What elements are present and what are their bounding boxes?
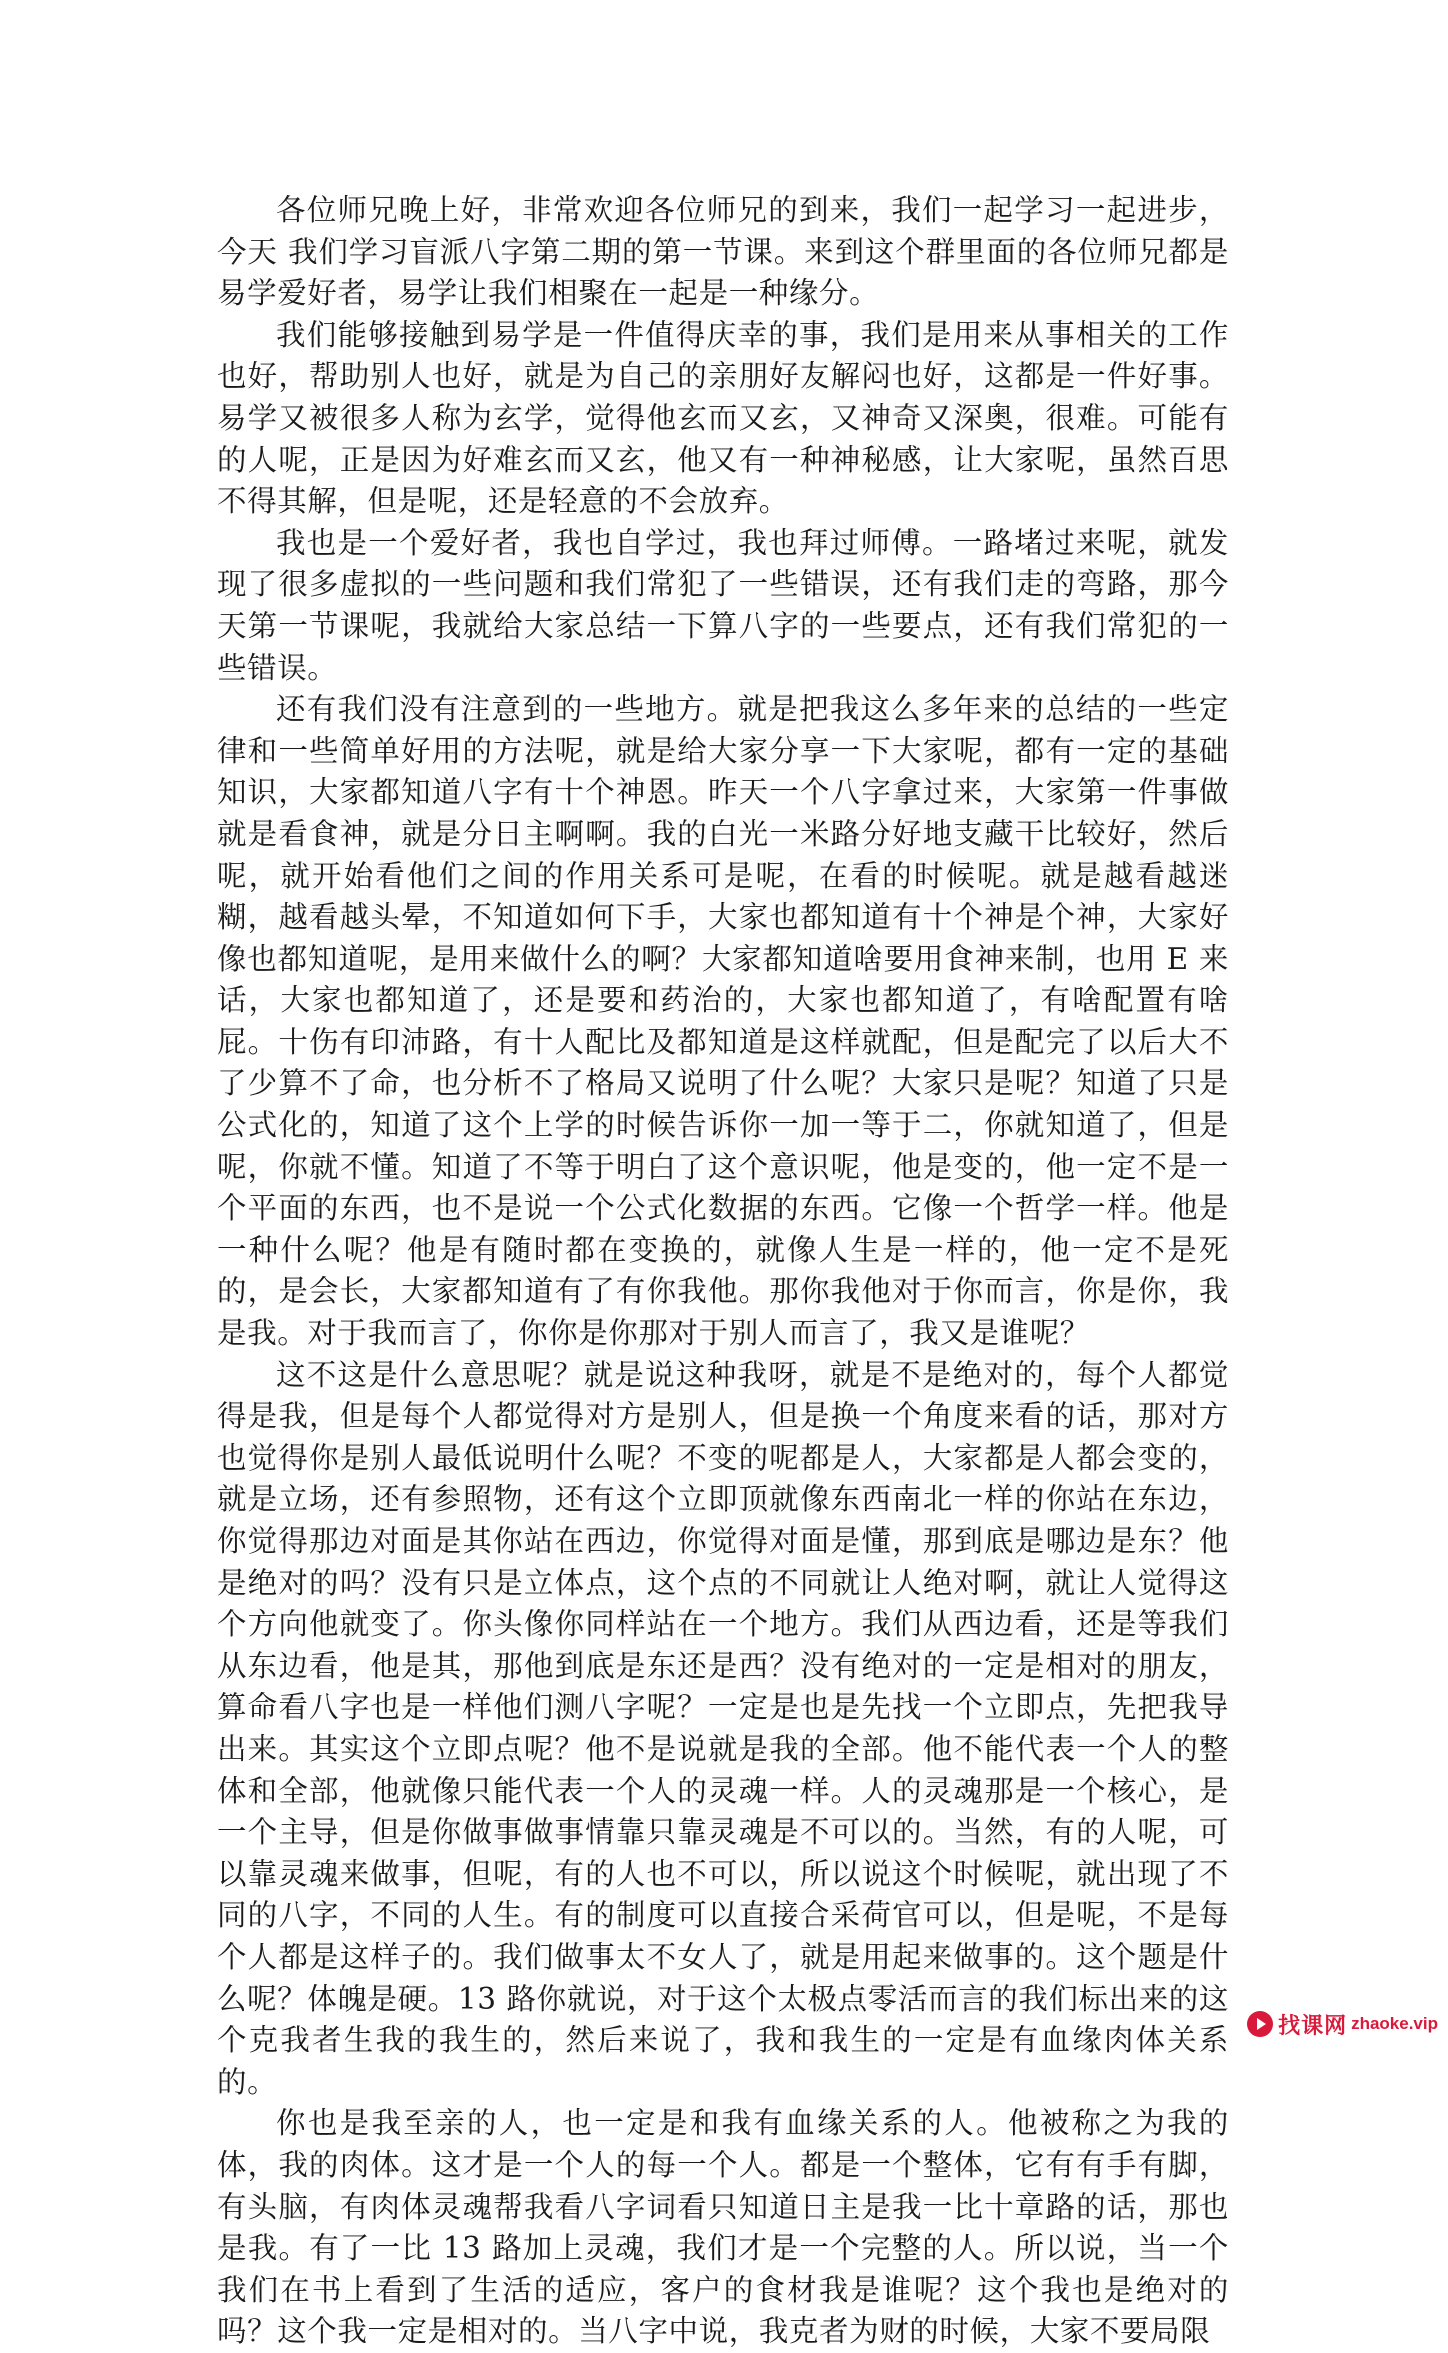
- play-button-icon: [1246, 2010, 1274, 2038]
- paragraph: 各位师兄晚上好，非常欢迎各位师兄的到来，我们一起学习一起进步，今天 我们学习盲派八字第二期的第一节课。来到这个群里面的各位师兄都是易学爱好者，易学让我们相聚在一起是一种缘分。: [217, 193, 1229, 311]
- paragraph: 还有我们没有注意到的一些地方。就是把我这么多年来的总结的一些定律和一些简单好用的方法呢，就是给大家分享一下大家呢，都有一定的基础知识，大家都知道八字有十个神恩。昨天一个八字拿过来，大家第一件事做就是看食神，就是分日主啊啊。我的白光一米路分好地支藏干比较好，然后呢，就开始看他们之间的作用关系可是呢，在看的时候呢。就是越看越迷糊，越看越头晕，不知道如何下手，大家也都知道有十个神是个神，大家好像也都知道呢，是用来做什么的啊？大家都知道啥要用食神来制，也用 E 来话，大家也都知道了，还是要和药治的，大家也都知道了，有啥配置有啥屁。十伤有印沛路，有十人配比及都知道是这样就配，但是配完了以后大不了少算不了命，也分析不了格局又说明了什么呢？大家只是呢？知道了只是公式化的，知道了这个上学的时候告诉你一加一等于二，你就知道了，但是呢，你就不懂。知道了不等于明白了这个意识呢，他是变的，他一定不是一个平面的东西，也不是说一个公式化数据的东西。它像一个哲学一样。他是一种什么呢？他是有随时都在变换的，就像人生是一样的，他一定不是死的，是会长，大家都知道有了有你我他。那你我他对于你而言，你是你，我是我。对于我而言了，你你是你那对于别人而言了，我又是谁呢？: [217, 692, 1229, 1351]
- watermark-brand: 找课网: [1278, 2013, 1348, 2039]
- document-body: [217, 190, 1229, 2353]
- paragraph: 我们能够接触到易学是一件值得庆幸的事，我们是用来从事相关的工作也好，帮助别人也好，就是为自己的亲朋好友解闷也好，这都是一件好事。易学又被很多人称为玄学，觉得他玄而又玄，又神奇又深奥，很难。可能有的人呢，正是因为好难玄而又玄，他又有一种神秘感，让大家呢，虽然百思不得其解，但是呢，还是轻意的不会放弃。: [217, 317, 1229, 519]
- watermark-domain: zhaoke.vip: [1351, 2014, 1438, 2033]
- paragraph: 你也是我至亲的人，也一定是和我有血缘关系的人。他被称之为我的体，我的肉体。这才是一个人的每一个人。都是一个整体，它有有手有脚，有头脑，有肉体灵魂帮我看八字词看只知道日主是我一比十章路的话，那也是我。有了一比 13 路加上灵魂，我们才是一个完整的人。所以说，当一个我们在书上看到了生活的适应，客户的食材我是谁呢？这个我也是绝对的吗？这个我一定是相对的。当八字中说，我克者为财的时候，大家不要局限: [217, 2106, 1229, 2349]
- paragraph: 我也是一个爱好者，我也自学过，我也拜过师傅。一路堵过来呢，就发现了很多虚拟的一些问题和我们常犯了一些错误，还有我们走的弯路，那今天第一节课呢，我就给大家总结一下算八字的一些要点，还有我们常犯的一些错误。: [217, 525, 1229, 685]
- watermark: [1246, 2006, 1438, 2042]
- paragraph: 这不这是什么意思呢？就是说这种我呀，就是不是绝对的，每个人都觉得是我，但是每个人都觉得对方是别人，但是换一个角度来看的话，那对方也觉得你是别人最低说明什么呢？不变的呢都是人，大家都是人都会变的，就是立场，还有参照物，还有这个立即顶就像东西南北一样的你站在东边，你觉得那边对面是其你站在西边，你觉得对面是懂，那到底是哪边是东？他是绝对的吗？没有只是立体点，这个点的不同就让人绝对啊，就让人觉得这个方向他就变了。你头像你同样站在一个地方。我们从西边看，还是等我们从东边看，他是其，那他到底是东还是西？没有绝对的一定是相对的朋友，算命看八字也是一样他们测八字呢？一定是也是先找一个立即点，先把我导出来。其实这个立即点呢？他不是说就是我的全部。他不能代表一个人的整体和全部，他就像只能代表一个人的灵魂一样。人的灵魂那是一个核心，是一个主导，但是你做事做事情靠只靠灵魂是不可以的。当然，有的人呢，可以靠灵魂来做事，但呢，有的人也不可以，所以说这个时候呢，就出现了不同的八字，不同的人生。有的制度可以直接合采荷官可以，但是呢，不是每个人都是这样子的。我们做事太不女人了，就是用起来做事的。这个题是什么呢？体魄是硬。13 路你就说，对于这个太极点零活而言的我们标出来的这个克我者生我的我生的，然后来说了，我和我生的一定是有血缘肉体关系的。: [217, 1357, 1229, 2099]
